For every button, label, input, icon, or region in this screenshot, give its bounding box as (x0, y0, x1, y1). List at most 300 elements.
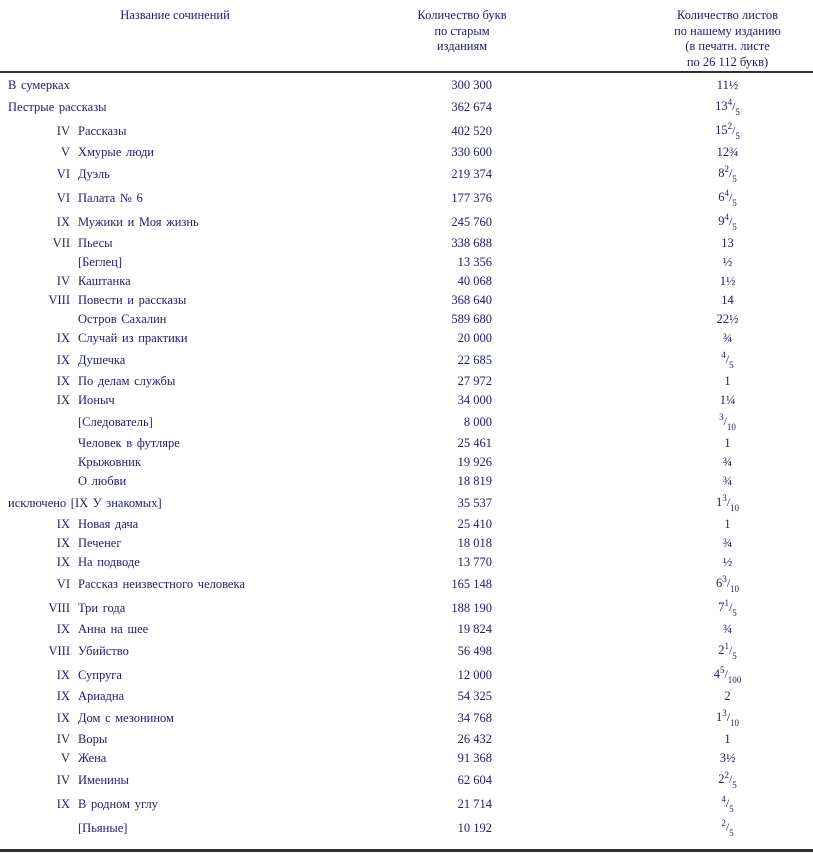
work-title: На подводе (78, 555, 140, 569)
fraction-numerator: 2 (724, 164, 729, 174)
table-row (0, 76, 813, 95)
sheets-whole-part: 15 (715, 123, 728, 137)
sheets-whole-part: 2 (718, 772, 725, 786)
fraction-denominator: 5 (732, 780, 737, 790)
work-title: Именины (78, 772, 129, 787)
work-name-cell (0, 751, 332, 766)
fraction-denominator: 10 (730, 718, 740, 728)
work-name-cell (0, 474, 332, 489)
volume-numeral: V (60, 145, 70, 159)
letters-count: 91 368 (457, 751, 492, 765)
table-row (0, 453, 813, 472)
work-title: Каштанка (78, 274, 131, 288)
letters-count: 25 410 (457, 517, 492, 531)
fraction-slash: / (728, 190, 733, 204)
letters-count: 12 000 (457, 667, 492, 682)
letters-count: 19 926 (457, 455, 492, 469)
table-row (0, 119, 813, 143)
letters-count: 26 432 (457, 732, 492, 746)
work-title: Дуэль (78, 166, 110, 181)
work-title: Ионыч (78, 393, 115, 407)
fraction-slash: / (725, 352, 730, 366)
sheets-count (492, 574, 813, 594)
sheets-whole-part: 1 (724, 436, 731, 450)
sheets-count (492, 818, 813, 838)
volume-numeral: IX (56, 689, 70, 703)
letters-count: 589 680 (451, 312, 492, 326)
fraction-denominator: 100 (727, 675, 742, 685)
letters-count: 13 770 (457, 555, 492, 569)
letters-count: 34 768 (457, 710, 492, 725)
sheets-count (492, 751, 813, 766)
work-title: [Следователь] (78, 414, 153, 429)
volume-numeral: VIII (48, 600, 70, 615)
work-name-cell (0, 415, 332, 430)
sheets-whole-part: 1¼ (719, 393, 736, 407)
sheets-whole-part: ¾ (722, 622, 733, 636)
sheets-count (492, 393, 813, 408)
work-name-cell (0, 236, 332, 251)
letters-count: 402 520 (451, 123, 492, 138)
fraction-denominator: 5 (735, 131, 740, 141)
work-name-cell (0, 255, 332, 270)
table-row (0, 95, 813, 119)
work-name-cell (0, 215, 332, 230)
sheets-count (492, 145, 813, 160)
sheets-count (492, 794, 813, 814)
sheets-whole-part: 1 (724, 374, 731, 388)
table-row (0, 749, 813, 768)
volume-numeral: IV (56, 732, 70, 746)
sheets-fraction (719, 412, 736, 432)
volume-numeral: IX (56, 517, 70, 531)
sheets-count (492, 312, 813, 327)
work-name-cell (0, 331, 332, 346)
work-title: Человек в футляре (78, 436, 180, 450)
work-title: Супруга (78, 667, 122, 682)
fraction-denominator: 5 (732, 174, 737, 184)
sheets-fraction (722, 493, 740, 513)
volume-numeral: IV (56, 274, 70, 288)
work-name-cell (0, 167, 332, 182)
letters-count: 19 824 (457, 622, 492, 636)
letters-count: 165 148 (451, 576, 492, 591)
table-row (0, 706, 813, 730)
fraction-denominator: 5 (732, 651, 737, 661)
sheets-count (492, 412, 813, 432)
column-header-sheets-line: (в печатн. листе (685, 39, 770, 53)
work-name-cell (0, 601, 332, 616)
letters-count: 18 018 (457, 536, 492, 550)
work-name-cell (0, 536, 332, 551)
table-row (0, 639, 813, 663)
work-title: Новая дача (78, 517, 139, 531)
table-row (0, 534, 813, 553)
fraction-slash: / (725, 820, 730, 834)
sheets-whole-part: 6 (718, 190, 725, 204)
sheets-count (492, 455, 813, 470)
table-row (0, 572, 813, 596)
work-name-cell (0, 293, 332, 308)
sheets-fraction (724, 641, 737, 661)
table-row (0, 329, 813, 348)
work-title: исключено [IX У знакомых] (8, 495, 162, 510)
sheets-count (492, 770, 813, 790)
fraction-numerator: 4 (724, 212, 729, 222)
letters-count: 338 688 (451, 236, 492, 250)
letters-count: 20 000 (457, 331, 492, 345)
volume-numeral: IX (56, 667, 70, 682)
work-name-cell (0, 555, 332, 570)
letters-count: 10 192 (457, 820, 492, 835)
table-row (0, 491, 813, 515)
sheets-whole-part: 11½ (716, 78, 739, 92)
sheets-fraction (724, 212, 737, 232)
work-name-cell (0, 124, 332, 139)
fraction-slash: / (728, 214, 733, 228)
sheets-count (492, 274, 813, 289)
volume-numeral: IV (56, 123, 70, 138)
letters-count: 56 498 (457, 643, 492, 658)
fraction-numerator: 4 (727, 97, 733, 107)
sheets-fraction (722, 574, 740, 594)
volume-numeral: VI (56, 166, 70, 181)
sheets-count (492, 641, 813, 661)
sheets-whole-part: 12¾ (716, 145, 739, 159)
letters-count: 245 760 (451, 214, 492, 229)
header-rule (0, 71, 813, 73)
work-name-cell (0, 644, 332, 659)
table-row (0, 162, 813, 186)
sheets-whole-part: ¾ (722, 331, 733, 345)
letters-count: 13 356 (457, 255, 492, 269)
volume-numeral: VIII (48, 293, 70, 307)
sheets-whole-part: 8 (718, 166, 725, 180)
fraction-denominator: 10 (726, 422, 736, 432)
sheets-count (492, 598, 813, 618)
fraction-numerator: 4 (721, 794, 726, 804)
sheets-count (492, 212, 813, 232)
table-body (0, 76, 813, 840)
work-title: Остров Сахалин (78, 312, 167, 326)
sheets-whole-part: 6 (715, 576, 723, 590)
work-title: Случай из практики (78, 331, 188, 345)
fraction-slash: / (728, 643, 733, 657)
work-title: Крыжовник (78, 455, 141, 469)
letters-count: 35 537 (457, 495, 492, 510)
table-row (0, 372, 813, 391)
sheets-whole-part: ¾ (722, 474, 733, 488)
column-header-sheets (640, 8, 813, 70)
sheets-whole-part: 13 (715, 99, 728, 113)
work-name-cell (0, 100, 332, 115)
volume-numeral: IX (56, 374, 70, 388)
sheets-whole-part: 2 (724, 689, 731, 703)
sheets-whole-part: 1 (724, 517, 731, 531)
fraction-numerator: 3 (722, 574, 727, 584)
fraction-denominator: 5 (729, 804, 734, 814)
work-name-cell (0, 274, 332, 289)
letters-count: 40 068 (457, 274, 492, 288)
work-name-cell (0, 455, 332, 470)
work-name-cell (0, 773, 332, 788)
letters-count: 368 640 (451, 293, 492, 307)
work-name-cell (0, 797, 332, 812)
sheets-count (492, 97, 813, 117)
work-name-cell (0, 517, 332, 532)
fraction-denominator: 5 (729, 828, 734, 838)
work-title: Воры (78, 732, 108, 746)
sheets-count (492, 350, 813, 370)
table-row (0, 348, 813, 372)
volume-numeral: IX (56, 622, 70, 636)
fraction-denominator: 5 (732, 608, 737, 618)
fraction-denominator: 10 (730, 584, 740, 594)
column-header-works (20, 8, 330, 24)
table-row (0, 730, 813, 749)
sheets-whole-part: ½ (722, 555, 733, 569)
work-name-cell (0, 436, 332, 451)
sheets-whole-part: 14 (721, 293, 734, 307)
table-row (0, 768, 813, 792)
sheets-count (492, 708, 813, 728)
sheets-count (492, 474, 813, 489)
bottom-rule (0, 849, 813, 852)
fraction-slash: / (723, 414, 727, 428)
letters-count: 330 600 (451, 145, 492, 159)
fraction-numerator: 3 (722, 708, 727, 718)
work-name-cell (0, 622, 332, 637)
sheets-fraction (721, 818, 734, 838)
work-name-cell (0, 374, 332, 389)
letters-count: 8 000 (463, 414, 492, 429)
sheets-whole-part: 9 (718, 214, 725, 228)
table-row (0, 620, 813, 639)
sheets-fraction (727, 97, 740, 117)
fraction-numerator: 1 (724, 641, 729, 651)
work-name-cell (0, 191, 332, 206)
table-row (0, 816, 813, 840)
sheets-count (492, 732, 813, 747)
fraction-numerator: 4 (724, 188, 729, 198)
fraction-numerator: 2 (727, 121, 733, 131)
column-header-letters-line: по старым (434, 23, 490, 38)
sheets-count (492, 236, 813, 251)
table-row (0, 143, 813, 162)
work-title: В сумерках (8, 78, 70, 92)
sheets-count (492, 493, 813, 513)
sheets-count (492, 536, 813, 551)
volume-numeral: VI (56, 576, 70, 591)
fraction-denominator: 5 (729, 360, 734, 370)
table-row (0, 553, 813, 572)
volume-numeral: IX (56, 352, 70, 367)
sheets-count (492, 164, 813, 184)
letters-count: 188 190 (451, 600, 492, 615)
work-title: Мужики и Моя жизнь (78, 214, 199, 229)
sheets-count (492, 78, 813, 93)
sheets-fraction (724, 188, 737, 208)
work-name-cell (0, 353, 332, 368)
work-title: Дом с мезонином (78, 710, 174, 725)
column-header-sheets-line: по нашему изданию (674, 23, 781, 38)
sheets-whole-part: 1 (715, 710, 723, 724)
sheets-count (492, 555, 813, 570)
letters-count: 25 461 (457, 436, 492, 450)
fraction-slash: / (726, 576, 731, 590)
volume-numeral: IX (56, 555, 70, 569)
table-row (0, 687, 813, 706)
fraction-numerator: 2 (724, 770, 729, 780)
letters-count: 362 674 (451, 99, 492, 114)
work-title: Хмурые люди (78, 145, 154, 159)
letters-count: 34 000 (457, 393, 492, 407)
fraction-slash: / (726, 495, 731, 509)
table-row (0, 186, 813, 210)
work-title: По делам службы (78, 374, 176, 388)
fraction-slash: / (726, 710, 731, 724)
work-title: Анна на шее (78, 622, 149, 636)
sheets-whole-part: 1 (715, 495, 723, 509)
table-row (0, 515, 813, 534)
sheets-whole-part: ¾ (722, 455, 733, 469)
volume-numeral: IX (56, 710, 70, 725)
work-title: [Беглец] (78, 255, 123, 269)
letters-count: 21 714 (457, 796, 492, 811)
sheets-count (492, 331, 813, 346)
work-name-cell (0, 496, 332, 511)
sheets-fraction (721, 794, 734, 814)
sheets-fraction (722, 708, 740, 728)
sheets-whole-part: 22½ (716, 312, 739, 326)
fraction-slash: / (732, 99, 736, 113)
column-header-letters (382, 8, 542, 55)
sheets-fraction (719, 665, 742, 685)
work-title: Жена (78, 751, 107, 765)
letters-count: 18 819 (457, 474, 492, 488)
sheets-count (492, 374, 813, 389)
fraction-slash: / (728, 772, 733, 786)
volume-numeral: IV (56, 772, 70, 787)
table-row (0, 792, 813, 816)
sheets-whole-part: ½ (722, 255, 733, 269)
work-title: Пестрые рассказы (8, 99, 107, 114)
work-title: Ариадна (78, 689, 125, 703)
work-title: Повести и рассказы (78, 293, 187, 307)
sheets-fraction (727, 121, 740, 141)
sheets-whole-part: 4 (713, 667, 720, 681)
volume-numeral: V (60, 751, 70, 765)
work-name-cell (0, 711, 332, 726)
volume-numeral: IX (56, 536, 70, 550)
table-row (0, 596, 813, 620)
volume-numeral: VII (52, 236, 70, 250)
sheets-count (492, 517, 813, 532)
sheets-whole-part: 2 (718, 643, 725, 657)
letters-count: 219 374 (451, 166, 492, 181)
column-header-sheets-line: по 26 112 букв) (686, 54, 769, 69)
letters-count: 22 685 (457, 352, 492, 367)
volume-numeral: VI (56, 190, 70, 205)
sheets-count (492, 689, 813, 704)
fraction-denominator: 10 (730, 503, 740, 513)
volume-numeral: VIII (48, 643, 70, 658)
fraction-denominator: 5 (735, 107, 740, 117)
table-row (0, 434, 813, 453)
work-title: О любви (78, 474, 127, 488)
fraction-slash: / (732, 123, 736, 137)
sheets-count (492, 436, 813, 451)
sheets-whole-part: 7 (718, 600, 725, 614)
work-title: Палата № 6 (78, 190, 143, 205)
sheets-whole-part: 13 (721, 236, 734, 250)
sheets-fraction (721, 350, 734, 370)
work-name-cell (0, 393, 332, 408)
table-row (0, 291, 813, 310)
volume-numeral: IX (56, 393, 70, 407)
volume-numeral: IX (56, 331, 70, 345)
fraction-slash: / (728, 600, 733, 614)
volume-numeral: IX (56, 214, 70, 229)
letters-count: 177 376 (451, 190, 492, 205)
sheets-count (492, 255, 813, 270)
letters-count: 300 300 (451, 78, 492, 92)
sheets-fraction (724, 598, 737, 618)
fraction-numerator: 2 (721, 818, 726, 828)
column-header-letters-line: Количество букв (417, 8, 507, 22)
fraction-slash: / (728, 166, 733, 180)
letters-count: 27 972 (457, 374, 492, 388)
table-row (0, 272, 813, 291)
sheets-whole-part: ¾ (722, 536, 733, 550)
work-name-cell (0, 145, 332, 160)
table-row (0, 663, 813, 687)
table-row (0, 391, 813, 410)
fraction-numerator: 5 (719, 665, 725, 675)
work-title: Три года (78, 600, 126, 615)
fraction-slash: / (724, 667, 728, 681)
table-row (0, 472, 813, 491)
work-name-cell (0, 78, 332, 93)
letters-count: 62 604 (457, 772, 492, 787)
table-row (0, 253, 813, 272)
fraction-numerator: 4 (721, 350, 726, 360)
sheets-count (492, 665, 813, 685)
sheets-whole-part: 3½ (719, 751, 736, 765)
table-row (0, 410, 813, 434)
work-name-cell (0, 668, 332, 683)
fraction-numerator: 3 (722, 493, 727, 503)
fraction-denominator: 5 (732, 198, 737, 208)
work-title: В родном углу (78, 796, 158, 811)
fraction-denominator: 5 (732, 222, 737, 232)
work-title: Убийство (78, 643, 129, 658)
table-row (0, 234, 813, 253)
work-name-cell (0, 821, 332, 836)
table-row (0, 210, 813, 234)
sheets-whole-part: 1½ (719, 274, 736, 288)
sheets-fraction (724, 164, 737, 184)
work-name-cell (0, 312, 332, 327)
work-title: [Пьяные] (78, 820, 128, 835)
work-title: Душечка (78, 352, 126, 367)
work-title: Рассказы (78, 123, 127, 138)
work-name-cell (0, 732, 332, 747)
column-header-sheets-line: Количество листов (676, 8, 778, 22)
work-name-cell (0, 577, 332, 592)
work-title: Рассказ неизвестного человека (78, 576, 245, 591)
work-name-cell (0, 689, 332, 704)
